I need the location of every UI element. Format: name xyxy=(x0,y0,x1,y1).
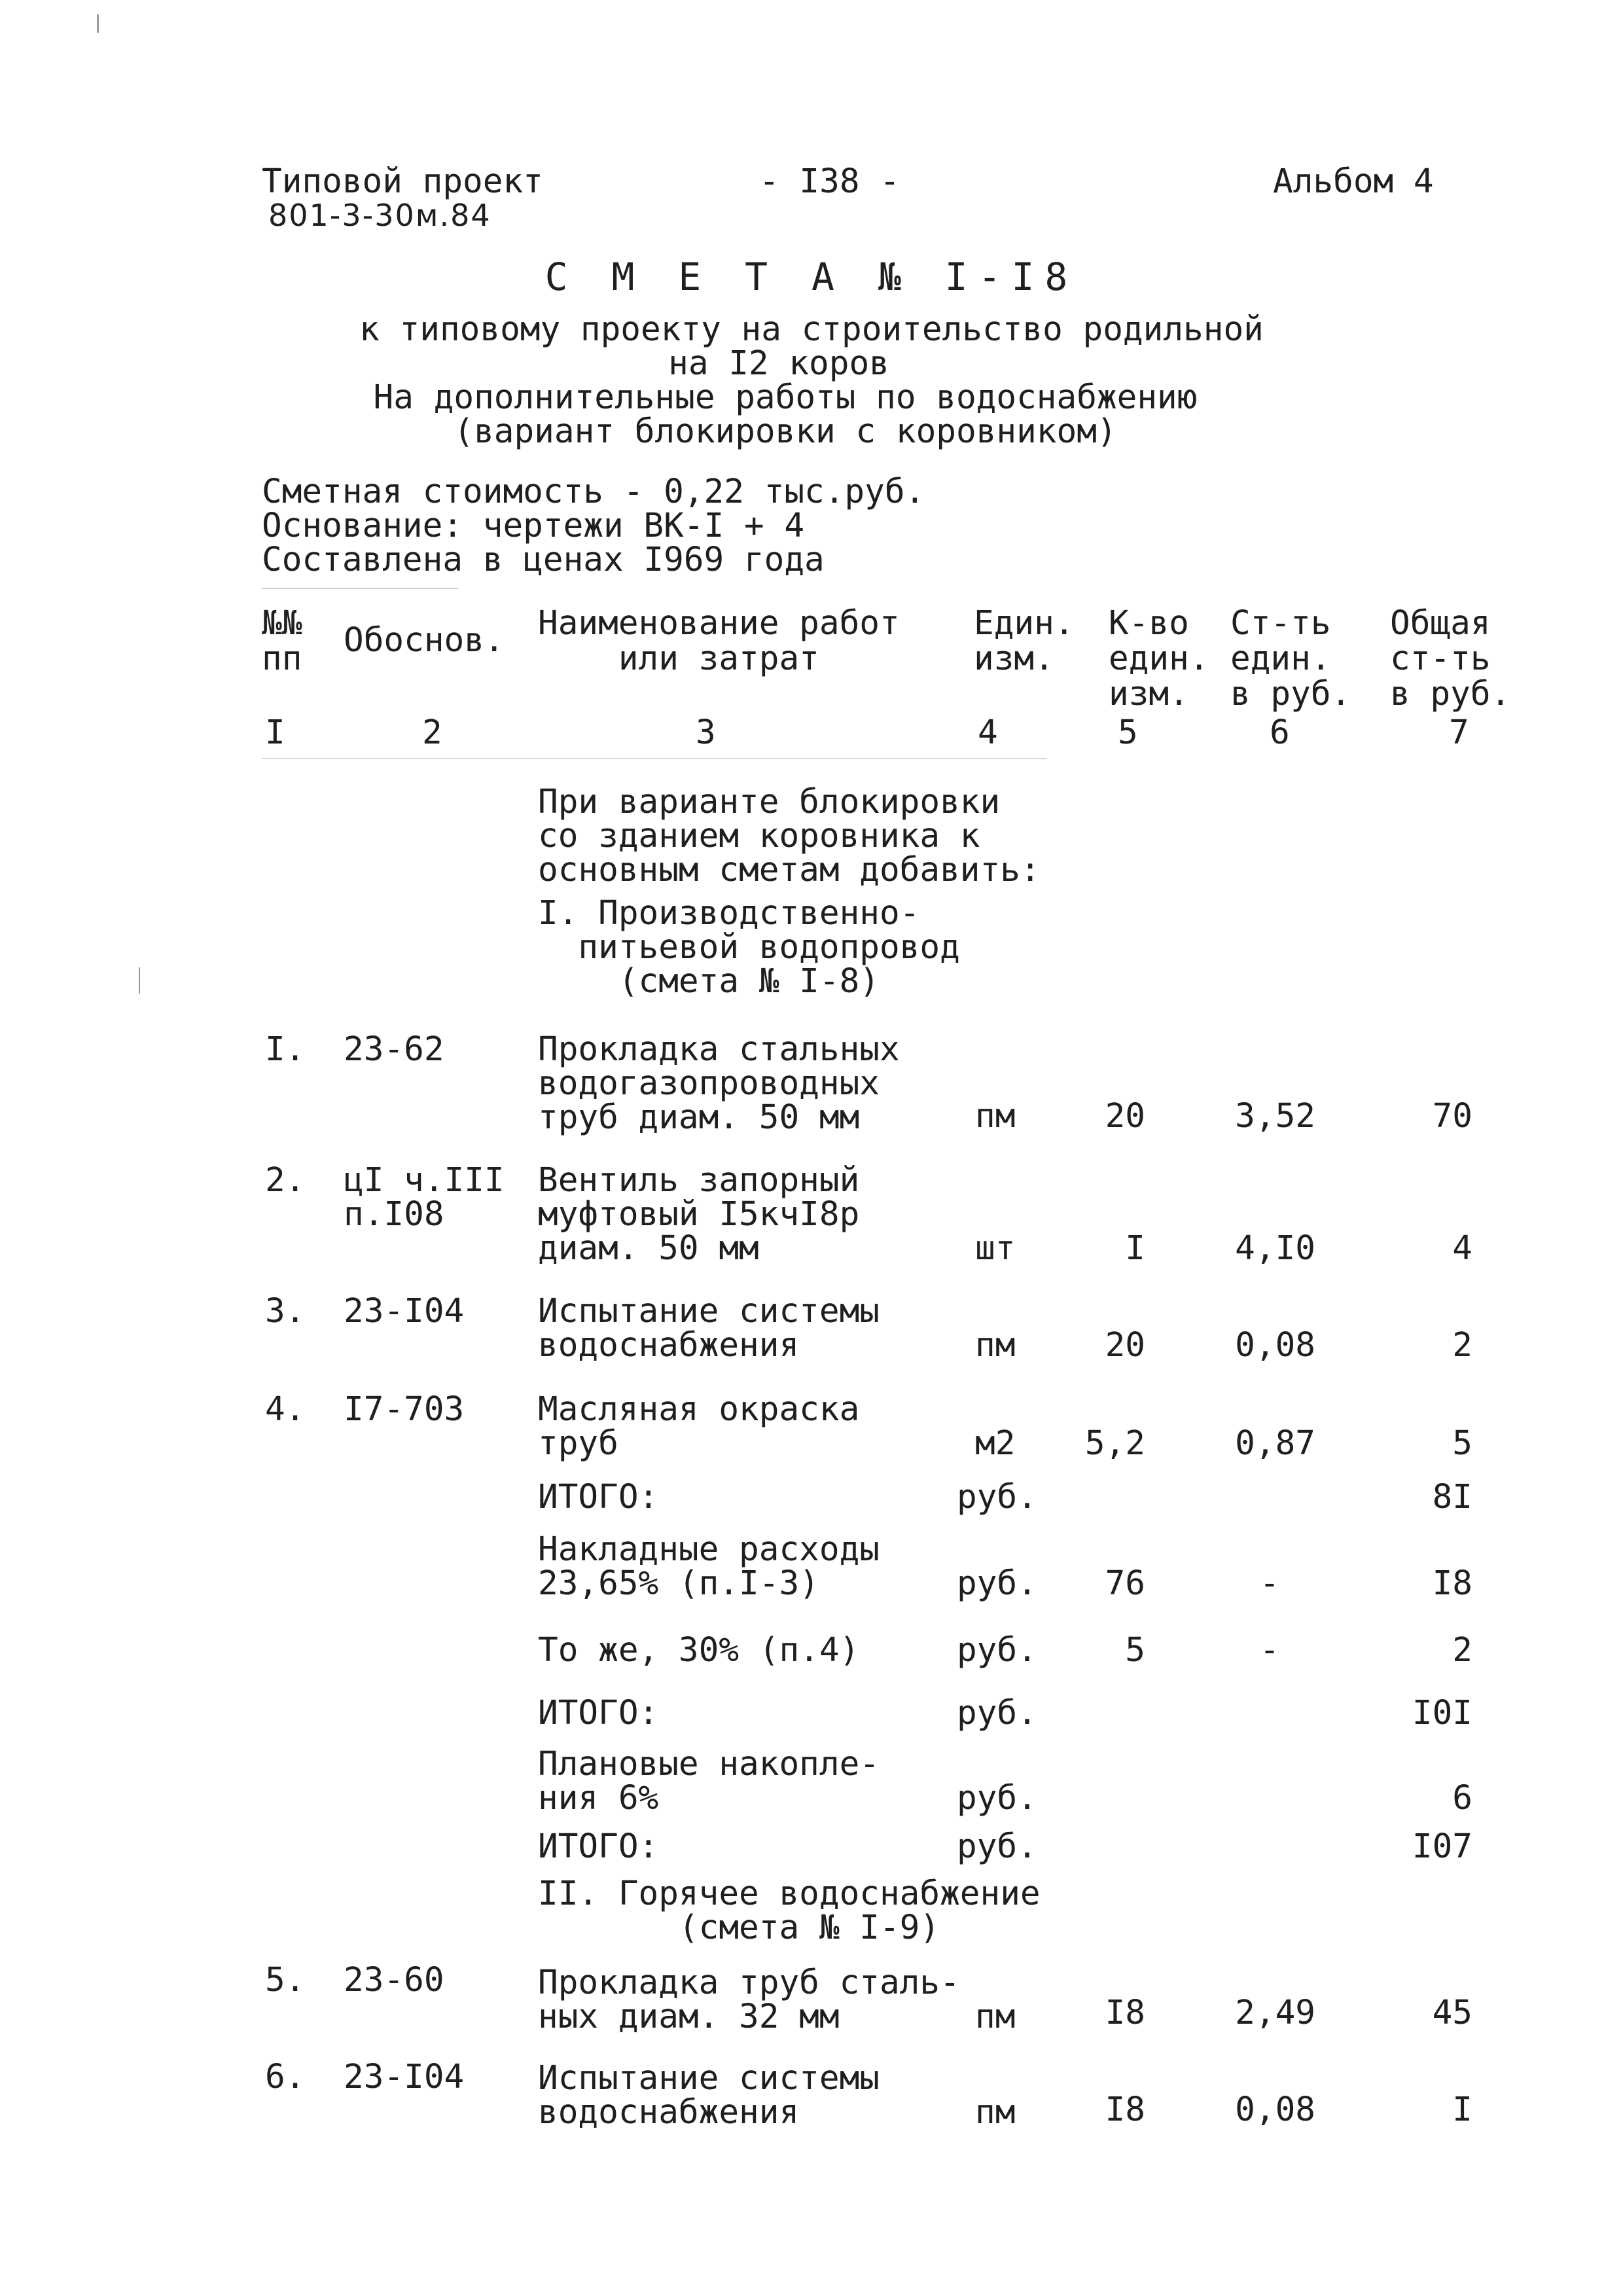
col-number-1: I xyxy=(265,713,285,752)
row-5-qty: I8 xyxy=(1105,1994,1145,2032)
planned-savings-total: 6 xyxy=(1452,1779,1472,1818)
basis-drawings: Основание: чертежи ВК-I + 4 xyxy=(262,507,805,545)
row-4-number: 4. xyxy=(265,1390,306,1429)
subtotal-3-total: I07 xyxy=(1412,1827,1472,1866)
subtotal-2-label: ИТОГО: xyxy=(538,1694,659,1732)
divider-header xyxy=(262,758,1047,759)
page-number: - I38 - xyxy=(759,162,900,201)
col-header-name: Наименование работ или затрат xyxy=(538,604,900,678)
row-3-price: 0,08 xyxy=(1235,1326,1315,1365)
overhead-dash: - xyxy=(1259,1564,1280,1603)
row-4-name: Масляная окраска труб xyxy=(538,1390,860,1463)
row-6-name: Испытание системы водоснабжения xyxy=(538,2059,880,2132)
row-1-unit: пм xyxy=(975,1097,1016,1136)
row-5-price: 2,49 xyxy=(1235,1994,1315,2032)
project-label: Типовой проект xyxy=(262,162,543,201)
col-header-total: Общая ст-ть в руб. xyxy=(1390,604,1511,713)
subtotal-2-unit: руб. xyxy=(957,1694,1037,1732)
subtotal-1-unit: руб. xyxy=(957,1478,1037,1516)
subtotal-1-label: ИТОГО: xyxy=(538,1478,659,1516)
row-4-unit: м2 xyxy=(975,1424,1016,1463)
col-header-unit-price: Ст-ть един. в руб. xyxy=(1230,604,1351,713)
subtotal-1-total: 8I xyxy=(1432,1478,1472,1516)
row-1-basis: 23-62 xyxy=(344,1030,444,1069)
overhead-2-base: 5 xyxy=(1125,1631,1145,1670)
row-3-basis: 23-I04 xyxy=(344,1292,465,1331)
overhead-label: Накладные расходы 23,65% (п.I-3) xyxy=(538,1530,880,1603)
row-6-price: 0,08 xyxy=(1235,2090,1315,2129)
row-6-number: 6. xyxy=(265,2058,306,2096)
section-2-heading: II. Горячее водоснабжение (смета № I-9) xyxy=(538,1874,1041,1947)
col-number-6: 6 xyxy=(1270,713,1290,752)
row-3-name: Испытание системы водоснабжения xyxy=(538,1292,880,1365)
subtitle-line-4: (вариант блокировки с коровником) xyxy=(454,412,1117,451)
row-1-qty: 20 xyxy=(1105,1097,1145,1136)
col-number-7: 7 xyxy=(1449,713,1469,752)
scan-mark-top xyxy=(97,14,99,33)
subtitle-line-1: к типовому проекту на строительство родильной xyxy=(359,310,1264,349)
row-6-total: I xyxy=(1452,2090,1472,2129)
col-number-4: 4 xyxy=(978,713,998,752)
col-number-5: 5 xyxy=(1118,713,1138,752)
row-2-basis: цI ч.III п.I08 xyxy=(344,1161,505,1234)
col-number-2: 2 xyxy=(422,713,442,752)
intro-note: При варианте блокировки со зданием коровника к основным сметам добавить: xyxy=(538,783,1041,889)
overhead-2-label: То же, 30% (п.4) xyxy=(538,1631,860,1670)
row-5-unit: пм xyxy=(975,1998,1016,2036)
row-1-total: 70 xyxy=(1432,1097,1472,1136)
subtitle-line-3: На дополнительные работы по водоснабжению xyxy=(373,378,1198,417)
project-number: 801-3-30м.84 xyxy=(268,198,491,233)
col-header-number: №№ пп xyxy=(262,604,302,678)
subtitle-line-2: на I2 коров xyxy=(668,344,889,383)
row-6-qty: I8 xyxy=(1105,2090,1145,2129)
row-5-name: Прокладка труб сталь- ных диам. 32 мм xyxy=(538,1964,960,2036)
row-1-name: Прокладка стальных водогазопроводных труб диам. 50 мм xyxy=(538,1030,900,1137)
row-5-total: 45 xyxy=(1432,1994,1472,2032)
row-6-unit: пм xyxy=(975,2093,1016,2132)
col-header-unit: Един. изм. xyxy=(974,604,1075,678)
col-number-3: 3 xyxy=(696,713,716,752)
planned-savings-unit: руб. xyxy=(957,1779,1037,1818)
row-3-number: 3. xyxy=(265,1292,306,1331)
row-1-number: I. xyxy=(265,1030,306,1069)
overhead-2-total: 2 xyxy=(1452,1631,1472,1670)
row-3-unit: пм xyxy=(975,1326,1016,1365)
subtotal-2-total: I0I xyxy=(1412,1694,1472,1732)
row-1-price: 3,52 xyxy=(1235,1097,1315,1136)
row-2-price: 4,I0 xyxy=(1235,1229,1315,1268)
overhead-2-dash: - xyxy=(1259,1631,1280,1670)
row-5-number: 5. xyxy=(265,1961,306,2000)
row-3-qty: 20 xyxy=(1105,1326,1145,1365)
album-label: Альбом 4 xyxy=(1273,162,1434,201)
price-level: Составлена в ценах I969 года xyxy=(262,541,825,579)
document-title: С М Е Т А № I-I8 xyxy=(544,255,1079,299)
row-4-qty: 5,2 xyxy=(1084,1424,1145,1463)
row-4-price: 0,87 xyxy=(1235,1424,1315,1463)
row-5-basis: 23-60 xyxy=(344,1961,444,2000)
overhead-base: 76 xyxy=(1105,1564,1145,1603)
row-6-basis: 23-I04 xyxy=(344,2058,465,2096)
row-2-qty: I xyxy=(1125,1229,1145,1268)
row-3-total: 2 xyxy=(1452,1326,1472,1365)
col-header-basis: Обоснов. xyxy=(344,621,505,660)
subtotal-3-label: ИТОГО: xyxy=(538,1827,659,1866)
row-4-total: 5 xyxy=(1452,1424,1472,1463)
subtotal-3-unit: руб. xyxy=(957,1827,1037,1866)
planned-savings-label: Плановые накопле- ния 6% xyxy=(538,1745,880,1818)
section-1-heading: I. Производственно- питьевой водопровод (смета № I-8) xyxy=(538,894,960,1001)
estimated-cost: Сметная стоимость - 0,22 тыс.руб. xyxy=(262,473,925,511)
divider-top xyxy=(262,588,458,589)
row-2-total: 4 xyxy=(1452,1229,1472,1268)
row-2-name: Вентиль запорный муфтовый I5кчI8р диам. 50 мм xyxy=(538,1161,860,1268)
row-2-unit: шт xyxy=(975,1229,1016,1268)
row-2-number: 2. xyxy=(265,1161,306,1200)
overhead-total: I8 xyxy=(1432,1564,1472,1603)
scan-mark-left xyxy=(139,967,140,994)
overhead-unit: руб. xyxy=(957,1564,1037,1603)
row-4-basis: I7-703 xyxy=(344,1390,465,1429)
col-header-qty: К-во един. изм. xyxy=(1109,604,1209,713)
overhead-2-unit: руб. xyxy=(957,1631,1037,1670)
